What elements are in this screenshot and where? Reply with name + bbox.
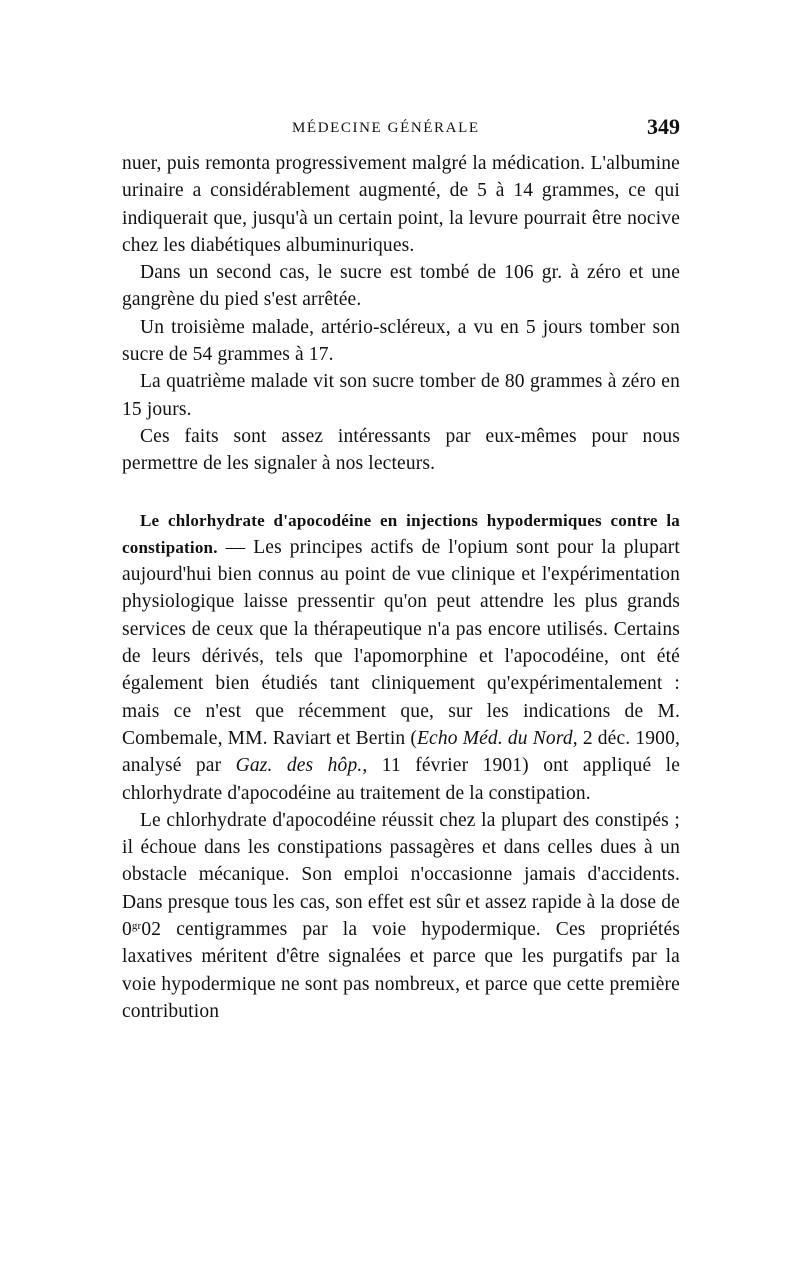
paragraph-continuation: nuer, puis remonta progressivement malgré la médication. L'albumine urinaire a considérablement augmenté, de 5 à 14 grammes, ce qui indiquerait que, jusqu'à un certain point, la levure pourrait être nocive chez les diabétiques albuminuriques. — [122, 153, 680, 256]
section-p1-tail: , 11 février 1901) ont appliqué le chlorhydrate d'apocodéine au traitement de la constipation. — [122, 755, 680, 804]
page-number: 349 — [647, 114, 680, 139]
running-head — [122, 116, 682, 144]
section-title: Le chlorhydrate d'apocodéine en injections hypodermiques contre la constipation. — [122, 510, 680, 557]
section-apocodeine — [122, 507, 680, 1026]
paragraph-fourth-case: La quatrième malade vit son sucre tomber de 80 grammes à zéro en 15 jours. — [122, 371, 680, 420]
body-text — [122, 150, 680, 1025]
paragraph-conclusion: Ces faits sont assez intéressants par eux-mêmes pour nous permettre de les signaler à nos lecteurs. — [122, 425, 680, 475]
section-p2-lead: Le chlorhydrate d'apocodéine réussit chez la plupart des constipés ; il échoue dans les constipations passagères et dans celles dues à un obstacle mécanique. Son emploi n'occasionne jamais d'accidents. Dans presque tous les cas, son effet est sûr et assez rapide à la dose de 0 — [122, 809, 680, 941]
paragraph-third-case: Un troisième malade, artério-scléreux, a vu en 5 jours tomber son sucre de 54 grammes à 17. — [122, 316, 680, 366]
source-journal-2: Gaz. des hôp. — [235, 755, 363, 777]
paragraph-second-case: Dans un second cas, le sucre est tombé de 106 gr. à zéro et une gangrène du pied s'est arrêtée. — [122, 262, 680, 311]
source-journal-1: Echo Méd. du Nord — [417, 727, 573, 749]
running-title: MÉDECINE GÉNÉRALE — [292, 120, 480, 136]
section-paragraph-2 — [122, 807, 680, 1025]
section-p1-mid: , 2 déc. 1900, analysé par — [122, 727, 680, 777]
section-paragraph-1 — [122, 507, 680, 807]
dose-unit-superscript: gr — [131, 920, 142, 933]
section-p2-tail: 02 centigrammes par la voie hypodermique. Ces propriétés laxatives méritent d'être signalées et parce que les purgatifs par la voie hypodermique ne sont pas nombreux, et parce que cette première contribution — [122, 919, 680, 1022]
section-p1-lead: — Les principes actifs de l'opium sont pour la plupart aujourd'hui bien connus au point de vue clinique et l'expérimentation physiologique laisse pressentir qu'on peut attendre les plus grands services de ceux que la thérapeutique n'a pas encore utilisés. Certains de leurs dérivés, tels que l'apomorphine et l'apocodéine, ont été également bien étudiés tant cliniquement qu'expérimentalement : mais ce n'est que récemment que, sur les indications de M. Combemale, MM. Raviart et Bertin ( — [122, 536, 680, 749]
